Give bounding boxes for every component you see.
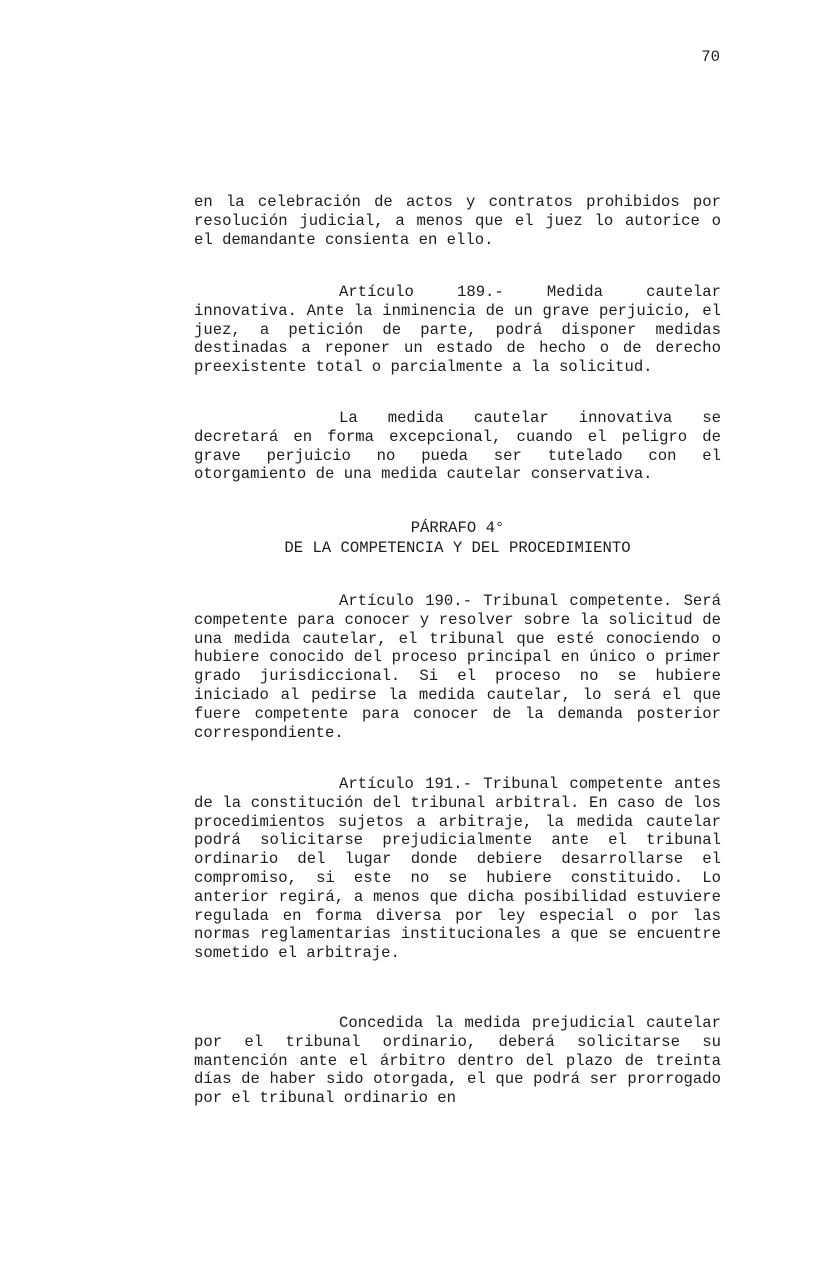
- section-heading-title: DE LA COMPETENCIA Y DEL PROCEDIMIENTO: [284, 539, 631, 557]
- paragraph-text: Concedida la medida prejudicial cautelar por el tribunal ordinario, deberá solicitarse su mantención ante el árbitro dentro del plazo de treinta días de haber sido otorgada, el que podrá ser prorrogado por el tribunal ordinario en: [194, 1014, 721, 1108]
- paragraph-continuation: [194, 193, 721, 249]
- paragraph-text: Artículo 190.- Tribunal competente. Será competente para conocer y resolver sobre la solicitud de una medida cautelar, el tribunal que esté conociendo o hubiere conocido del proceso principal en único o primer grado jurisdiccional. Si el proceso no se hubiere iniciado al pedirse la medida cautelar, lo será el que fuere competente para conocer de la demanda posterior correspondiente.: [194, 592, 721, 742]
- article-191-second-paragraph: [194, 1014, 721, 1108]
- article-189: [194, 283, 721, 377]
- paragraph-text: en la celebración de actos y contratos prohibidos por resolución judicial, a menos que el juez lo autorice o el demandante consienta en ello.: [194, 193, 721, 249]
- paragraph-text: Artículo 189.- Medida cautelar innovativa. Ante la inminencia de un grave perjuicio, el juez, a petición de parte, podrá disponer medidas destinadas a reponer un estado de hecho o de derecho preexistente total o parcialmente a la solicitud.: [194, 283, 721, 377]
- paragraph-text: La medida cautelar innovativa se decretará en forma excepcional, cuando el peligro de grave perjuicio no pueda ser tutelado con el otorgamiento de una medida cautelar conservativa.: [194, 409, 721, 484]
- article-189-second-paragraph: [194, 409, 721, 484]
- page-number: 70: [701, 48, 720, 66]
- paragraph-text: Artículo 191.- Tribunal competente antes de la constitución del tribunal arbitral. En caso de los procedimientos sujetos a arbitraje, la medida cautelar podrá solicitarse prejudicialmente ante el tribunal ordinario del lugar donde debiere desarrollarse el compromiso, si este no se hubiere constituido. Lo anterior regirá, a menos que dicha posibilidad estuviere regulada en forma diversa por ley especial o por las normas reglamentarias institucionales a que se encuentre sometido el arbitraje.: [194, 775, 721, 963]
- article-190: [194, 592, 721, 742]
- section-heading-number: PÁRRAFO 4°: [410, 519, 505, 537]
- article-191: [194, 775, 721, 963]
